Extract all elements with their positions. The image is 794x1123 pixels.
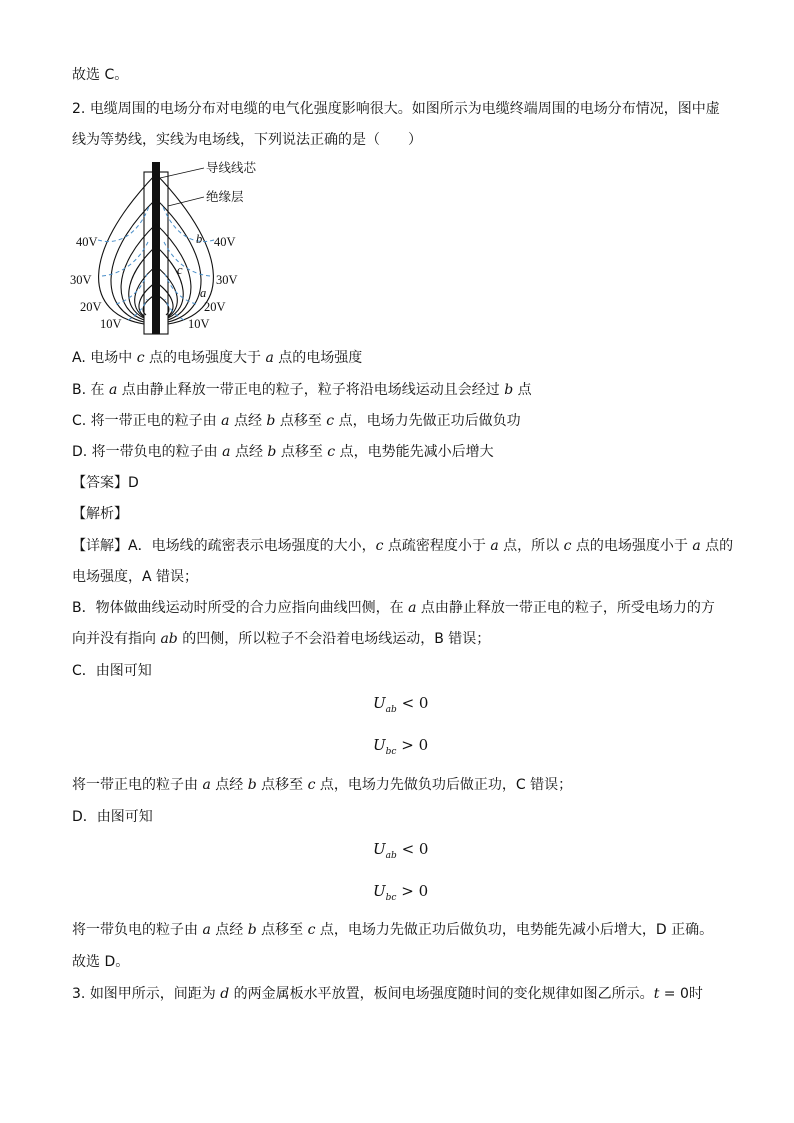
option-a: A. 电场中 c 点的电场强度大于 a 点的电场强度: [72, 350, 363, 366]
voltage-10v-right: 10V: [188, 317, 210, 331]
detail-line-4: 向并没有指向 ab 的凹侧，所以粒子不会沿着电场线运动，B 错误；: [72, 631, 491, 647]
cable-field-figure: [64, 154, 274, 336]
option-c: C. 将一带正电的粒子由 a 点经 b 点移至 c 点，电场力先做正功后做负功: [72, 413, 521, 429]
voltage-30v-right: 30V: [216, 273, 238, 287]
detail-line-6: 将一带正电的粒子由 a 点经 b 点移至 c 点，电场力先做负功后做正功，C 错误；: [72, 777, 573, 793]
equation-uab-2: $U_{ab} < 0$: [373, 840, 429, 861]
equation-uab-1: $U_{ab} < 0$: [373, 694, 429, 715]
next-question-line: 3. 如图甲所示，间距为 d 的两金属板水平放置，板间电场强度随时间的变化规律如图乙所示。t = 0时: [72, 986, 703, 1002]
option-d: D. 将一带负电的粒子由 a 点经 b 点移至 c 点，电势能先减小后增大: [72, 444, 494, 460]
question-stem-line2: 线为等势线，实线为电场线，下列说法正确的是（ ）: [72, 132, 422, 148]
analysis-tag: 【解析】: [72, 506, 128, 522]
detail-line-9: 故选 D。: [72, 954, 130, 970]
answer-value: D: [128, 475, 139, 491]
answer-tag: 【答案】: [72, 475, 128, 491]
question-number: 2.: [72, 101, 86, 117]
detail-line-2: 电场强度，A 错误；: [72, 569, 199, 585]
answer-line: [72, 474, 139, 492]
prev-answer: 故选 C。: [72, 67, 129, 83]
voltage-10v-left: 10V: [100, 317, 122, 331]
question-stem-line1: [72, 100, 720, 118]
detail-line-1: 【详解】A．电场线的疏密表示电场强度的大小，c 点疏密程度小于 a 点，所以 c 点的电场强度小于 a 点的: [72, 538, 734, 554]
voltage-20v-right: 20V: [204, 300, 226, 314]
point-b-label: b: [196, 232, 203, 246]
question-stem-text: 电缆周围的电场分布对电缆的电气化强度影响很大。如图所示为电缆终端周围的电场分布情况，图中虚: [89, 101, 720, 117]
detail-line-5: C．由图可知: [72, 663, 152, 679]
detail-line-3: B．物体做曲线运动时所受的合力应指向曲线凹侧，在 a 点由静止释放一带正电的粒子，所受电场力的方: [72, 600, 715, 616]
voltage-40v-right: 40V: [214, 235, 236, 249]
label-core: 导线线芯: [206, 160, 257, 175]
detail-line-7: D．由图可知: [72, 809, 153, 825]
voltage-20v-left: 20V: [80, 300, 102, 314]
point-c-label: c: [177, 263, 183, 277]
voltage-40v-left: 40V: [76, 235, 98, 249]
detail-line-8: 将一带负电的粒子由 a 点经 b 点移至 c 点，电场力先做正功后做负功，电势能先减小后增大，D 正确。: [72, 922, 714, 938]
equation-ubc-2: $U_{bc} > 0$: [373, 882, 429, 903]
option-b: B. 在 a 点由静止释放一带正电的粒子，粒子将沿电场线运动且会经过 b 点: [72, 382, 532, 398]
label-insulation: 绝缘层: [206, 189, 244, 204]
point-a-label: a: [200, 286, 207, 300]
equation-ubc-1: $U_{bc} > 0$: [373, 736, 429, 757]
voltage-30v-left: 30V: [70, 273, 92, 287]
